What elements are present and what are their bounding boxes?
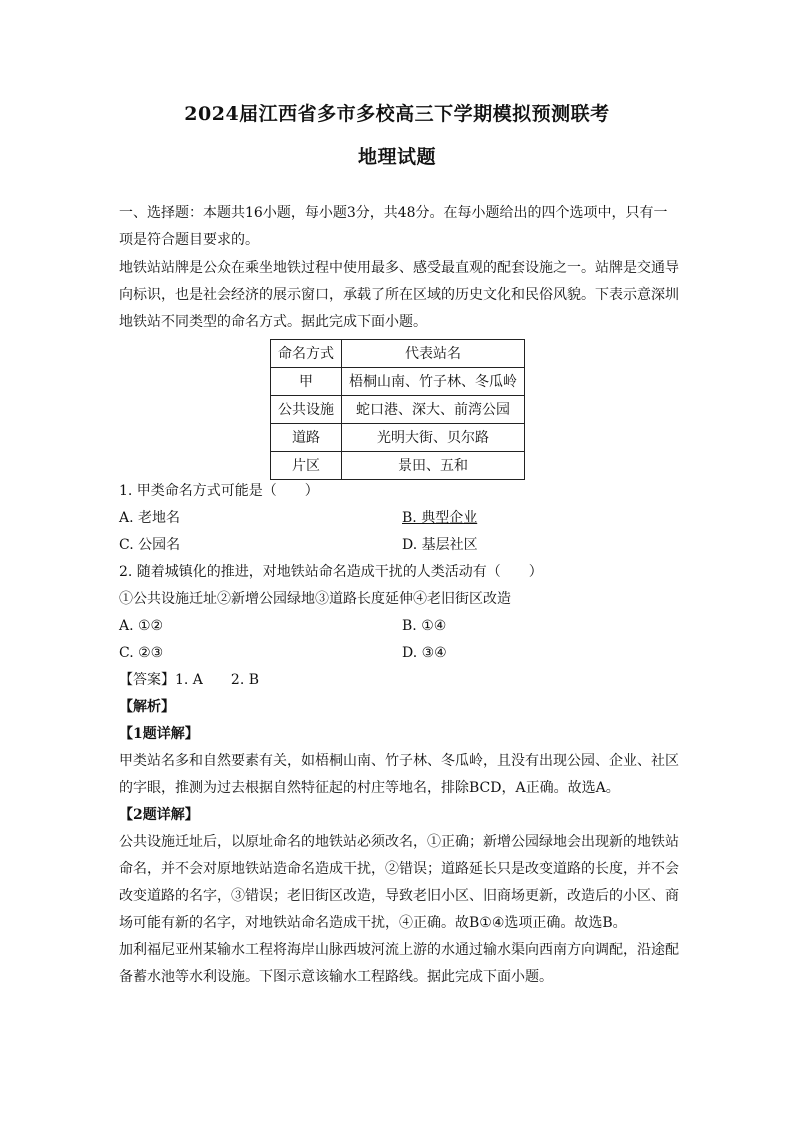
detail-2-line-2: 命名，并不会对原地铁站造命名造成干扰，②错误；道路延长只是改变道路的长度，并不会 <box>119 861 679 877</box>
passage2-line-2: 备蓄水池等水利设施。下图示意该输水工程路线。据此完成下面小题。 <box>119 969 553 985</box>
table-cell: 公共设施 <box>271 396 342 424</box>
question-1-option-b: B. 典型企业 <box>402 510 478 526</box>
question-1-stem: 1. 甲类命名方式可能是（ ） <box>119 483 319 499</box>
answer-line: 【答案】1. A 2. B <box>119 672 260 688</box>
passage1-line-2: 向标识，也是社会经济的展示窗口，承载了所在区域的历史文化和民俗风貌。下表示意深圳 <box>119 287 679 303</box>
station-naming-table <box>270 339 525 480</box>
question-2-option-c: C. ②③ <box>119 645 164 661</box>
table-cell: 甲 <box>271 368 342 396</box>
table-header-cell: 命名方式 <box>271 340 342 368</box>
detail-2-line-1: 公共设施迁址后，以原址命名的地铁站必须改名，①正确；新增公园绿地会出现新的地铁站 <box>119 834 679 850</box>
document-title: 2024届江西省多市多校高三下学期模拟预测联考 <box>184 103 610 125</box>
table-cell: 梧桐山南、竹子林、冬瓜岭 <box>342 368 525 396</box>
table-row <box>271 452 525 480</box>
question-1-option-c: C. 公园名 <box>119 537 181 553</box>
section-intro-line-2: 项是符合题目要求的。 <box>119 232 259 248</box>
table-cell: 光明大街、贝尔路 <box>342 424 525 452</box>
table-row <box>271 396 525 424</box>
question-2-option-a: A. ①② <box>119 618 164 634</box>
table-header-cell: 代表站名 <box>342 340 525 368</box>
table-header-row <box>271 340 525 368</box>
document-subtitle: 地理试题 <box>357 146 436 168</box>
question-2-option-d: D. ③④ <box>402 645 447 661</box>
table-row <box>271 368 525 396</box>
table-row <box>271 424 525 452</box>
question-1-option-d: D. 基层社区 <box>402 537 478 553</box>
question-2-items: ①公共设施迁址②新增公园绿地③道路长度延伸④老旧街区改造 <box>119 591 511 607</box>
detail-1-line-1: 甲类站名多和自然要素有关，如梧桐山南、竹子林、冬瓜岭，且没有出现公园、企业、社区 <box>119 753 679 769</box>
detail-1-label: 【1题详解】 <box>119 726 199 742</box>
passage2-line-1: 加利福尼亚州某输水工程将海岸山脉西坡河流上游的水通过输水渠向西南方向调配，沿途配 <box>119 942 679 958</box>
table-cell: 蛇口港、深大、前湾公园 <box>342 396 525 424</box>
analysis-label: 【解析】 <box>119 699 175 715</box>
detail-1-line-2: 的字眼，推测为过去根据自然特征起的村庄等地名，排除BCD，A正确。故选A。 <box>119 780 620 796</box>
question-1-option-a: A. 老地名 <box>119 510 181 526</box>
question-2-stem: 2. 随着城镇化的推进，对地铁站命名造成干扰的人类活动有（ ） <box>119 564 543 580</box>
detail-2-line-4: 场可能有新的名字，对地铁站命名造成干扰，④正确。故B①④选项正确。故选B。 <box>119 915 627 931</box>
passage1-line-3: 地铁站不同类型的命名方式。据此完成下面小题。 <box>119 314 427 330</box>
table-cell: 景田、五和 <box>342 452 525 480</box>
section-intro-line-1: 一、选择题：本题共16小题，每小题3分，共48分。在每小题给出的四个选项中，只有一 <box>119 205 668 221</box>
detail-2-label: 【2题详解】 <box>119 807 199 823</box>
passage1-line-1: 地铁站站牌是公众在乘坐地铁过程中使用最多、感受最直观的配套设施之一。站牌是交通导 <box>119 260 679 276</box>
table-cell: 片区 <box>271 452 342 480</box>
question-2-option-b: B. ①④ <box>402 618 447 634</box>
detail-2-line-3: 改变道路的名字，③错误；老旧街区改造，导致老旧小区、旧商场更新，改造后的小区、商 <box>119 888 679 904</box>
table-cell: 道路 <box>271 424 342 452</box>
